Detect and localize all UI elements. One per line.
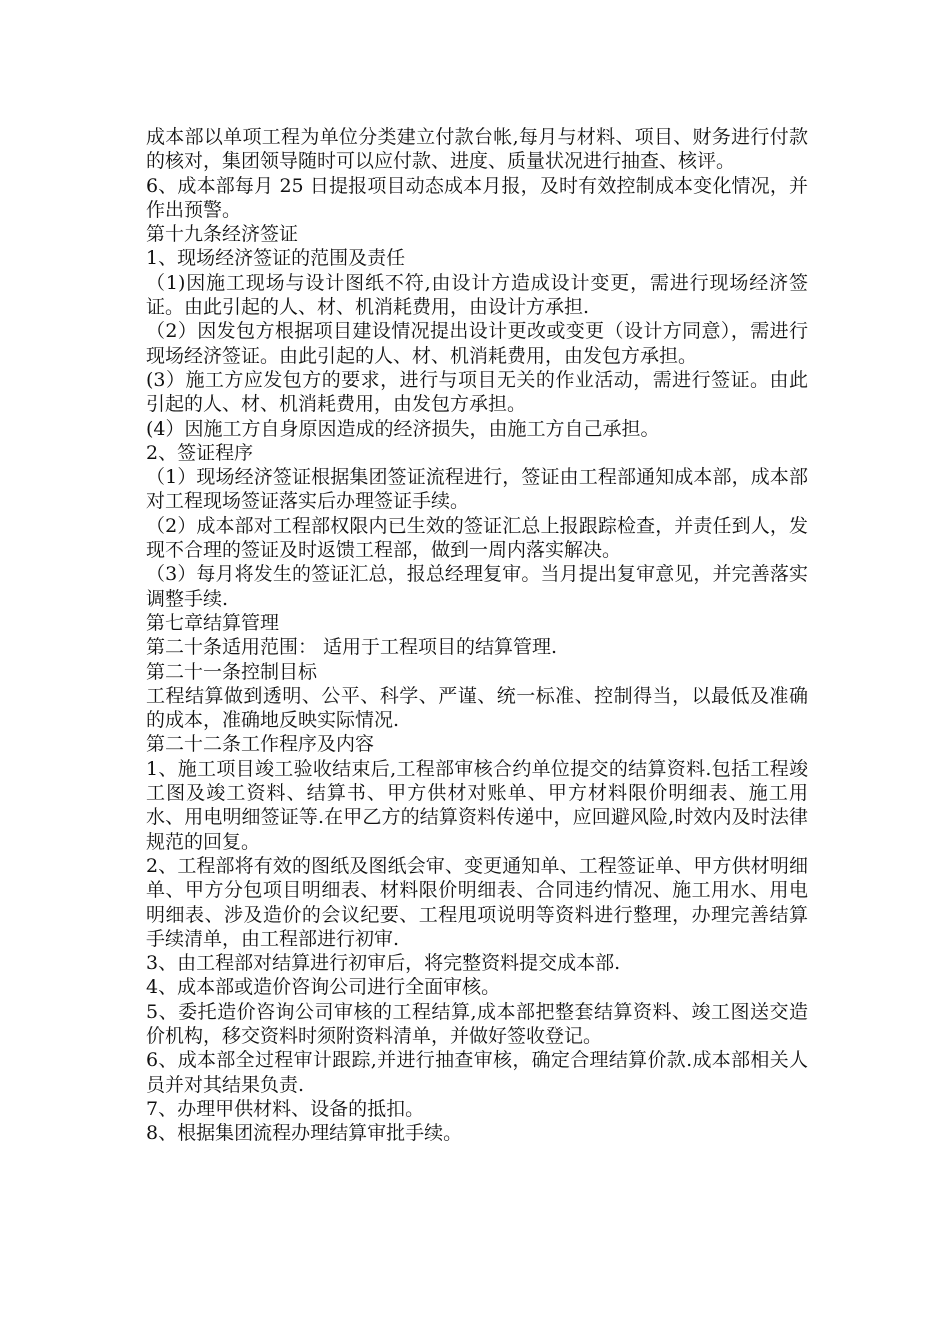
paragraph-visa-item-3: (3）施工方应发包方的要求，进行与项目无关的作业活动，需进行签证。由此引起的人、材、机消耗费用，由发包方承担。 [146, 368, 808, 416]
paragraph-procedure-item-2: （2）成本部对工程部权限内已生效的签证汇总上报跟踪检查，并责任到人，发现不合理的签证及时返馈工程部，做到一周内落实解决。 [146, 514, 808, 562]
chapter-heading-settlement: 第七章结算管理 [146, 611, 280, 634]
paragraph-step-7: 7、办理甲供材料、设备的抵扣。 [146, 1097, 425, 1120]
paragraph-step-8: 8、根据集团流程办理结算审批手续。 [146, 1122, 463, 1145]
paragraph-procedure-item-1: （1）现场经济签证根据集团签证流程进行，签证由工程部通知成本部，成本部对工程现场签证落实后办理签证手续。 [146, 466, 808, 513]
subheading-visa-procedure: 2、签证程序 [146, 441, 254, 464]
section-heading-article-19: 第十九条经济签证 [146, 223, 299, 246]
paragraph-step-3: 3、由工程部对结算进行初审后，将完整资料提交成本部. [146, 952, 621, 975]
paragraph-step-1: 1、施工项目竣工验收结束后,工程部审核合约单位提交的结算资料.包括工程竣工图及竣工资料、结算书、甲方供材对账单、甲方材料限价明细表、施工用水、用电明细签证等.在甲乙方的结算资料传递中，应回避风险,时效内及时法律规范的回复。 [146, 757, 808, 853]
paragraph-visa-item-4: (4）因施工方自身原因造成的经济损失，由施工方自己承担。 [146, 417, 660, 440]
paragraph-step-6: 6、成本部全过程审计跟踪,并进行抽查审核，确定合理结算价款.成本部相关人员并对其结果负责. [146, 1049, 808, 1096]
paragraph-monthly-report: 6、成本部每月 25 日提报项目动态成本月报，及时有效控制成本变化情况，并作出预警。 [146, 174, 808, 221]
paragraph-payment-ledger: 成本部以单项工程为单位分类建立付款台帐,每月与材料、项目、财务进行付款的核对，集团领导随时可以应付款、进度、质量状况进行抽查、核评。 [146, 126, 808, 173]
subheading-visa-scope: 1、现场经济签证的范围及责任 [146, 247, 406, 270]
paragraph-article-20: 第二十条适用范围： 适用于工程项目的结算管理. [146, 636, 558, 659]
section-heading-article-21: 第二十一条控制目标 [146, 660, 318, 683]
paragraph-control-target: 工程结算做到透明、公平、科学、严谨、统一标准、控制得当，以最低及准确的成本，准确地反映实际情况. [146, 684, 808, 732]
paragraph-step-2: 2、工程部将有效的图纸及图纸会审、变更通知单、工程签证单、甲方供材明细单、甲方分包项目明细表、材料限价明细表、合同违约情况、施工用水、用电明细表、涉及造价的会议纪要、工程甩项说明等资料进行整理，办理完善结算手续清单，由工程部进行初审. [146, 854, 808, 950]
paragraph-step-5: 5、委托造价咨询公司审核的工程结算,成本部把整套结算资料、竣工图送交造价机构，移交资料时须附资料清单，并做好签收登记。 [146, 1000, 808, 1047]
paragraph-visa-item-1: （1)因施工现场与设计图纸不符,由设计方造成设计变更，需进行现场经济签证。由此引起的人、材、机消耗费用，由设计方承担. [146, 271, 808, 319]
paragraph-visa-item-2: （2）因发包方根据项目建设情况提出设计更改或变更（设计方同意），需进行现场经济签证。由此引起的人、材、机消耗费用，由发包方承担。 [146, 320, 808, 367]
document-body [146, 125, 808, 1145]
paragraph-step-4: 4、成本部或造价咨询公司进行全面审核。 [146, 976, 501, 999]
section-heading-article-22: 第二十二条工作程序及内容 [146, 733, 375, 756]
paragraph-procedure-item-3: （3）每月将发生的签证汇总，报总经理复审。当月提出复审意见，并完善落实调整手续. [146, 563, 808, 610]
